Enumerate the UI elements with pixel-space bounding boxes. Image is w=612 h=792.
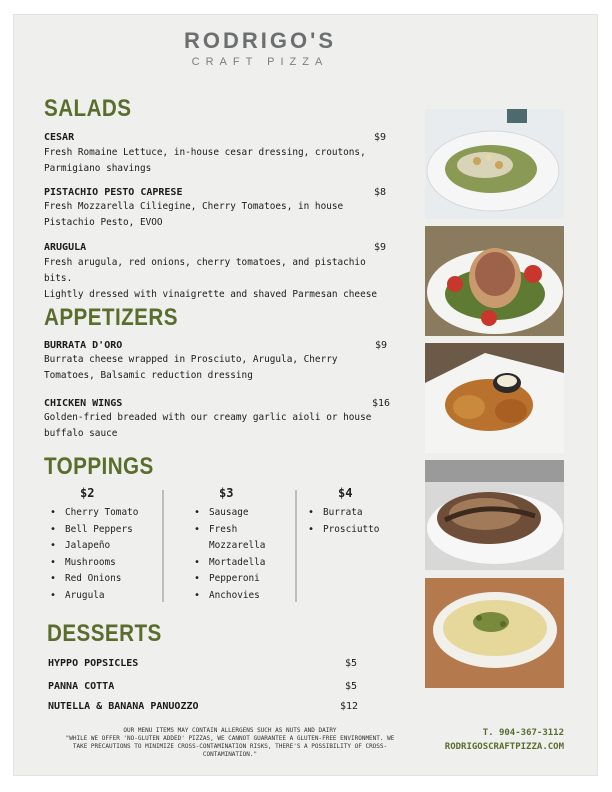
column-divider [295,490,297,602]
topping-item: • Pepperoni [194,571,265,588]
website-link[interactable]: RODRIGOSCRAFTPIZZA.COM [444,742,564,752]
dessert-price: $5 [345,658,358,669]
topping-item: • Sausage [194,505,265,522]
panna-cotta-photo [425,578,564,688]
dessert-name: PANNA COTTA [48,681,115,692]
salad-price: $9 [374,132,387,143]
desc-line: Fresh Romaine Lettuce, in-house cesar dressing, croutons, [44,147,366,158]
toppings-list-2 [50,505,138,605]
salad-desc [44,145,374,177]
salad-desc [44,255,389,303]
topping-item: • Cherry Tomato [50,505,138,522]
desc-line: Fresh Mozzarella Ciliegine, Cherry Tomatoes, in house [44,201,344,212]
desc-line: Lightly dressed with vinaigrette and shaved Parmesan cheese [44,289,378,300]
phone-number: T. 904-367-3112 [482,728,564,738]
column-divider [162,490,164,602]
desc-line: Burrata cheese wrapped in Prosciuto, Arugula, Cherry [44,354,338,365]
appetizer-desc [44,352,374,384]
appetizer-name: BURRATA D'ORO [44,340,123,351]
salad-name: ARUGULA [44,242,87,253]
topping-item: • Jalapeño [50,538,138,555]
dessert-price: $5 [345,681,358,692]
topping-item [194,522,265,555]
desserts-title: DESSERTS [47,620,162,647]
chicken-wings-photo [425,343,564,453]
desc-line: Fresh arugula, red onions, cherry tomatoes, and pistachio bits. [44,257,366,284]
topping-item-part: Mozzarella [209,540,266,552]
appetizer-name: CHICKEN WINGS [44,398,123,409]
topping-item: • Mortadella [194,555,265,572]
salad-price: $8 [374,187,387,198]
dessert-price: $12 [340,701,359,712]
appetizers-title: APPETIZERS [44,304,178,331]
dessert-name: HYPPO POPSICLES [48,658,139,669]
brand-subtitle: CRAFT PIZZA [191,56,329,68]
toppings-title: TOPPINGS [44,453,154,480]
brand-name: RODRIGO'S [183,28,337,53]
panuozzo-photo [425,460,564,570]
desc-line: Parmigiano shavings [44,163,152,174]
desc-line: Tomatoes, Balsamic reduction dressing [44,370,253,381]
brand-header [50,28,470,68]
topping-item: • Mushrooms [50,555,138,572]
toppings-price-4: $4 [338,486,353,500]
topping-item: • Bell Peppers [50,522,138,539]
salad-name: CESAR [44,132,75,143]
desc-line: Golden-fried breaded with our creamy garlic aioli or house [44,412,372,423]
toppings-list-3 [194,505,265,605]
desc-line: buffalo sauce [44,428,118,439]
salads-title: SALADS [44,95,132,122]
salad-price: $9 [374,242,387,253]
topping-item: • Red Onions [50,571,138,588]
topping-item: • Burrata [308,505,379,522]
appetizer-desc [44,410,374,442]
appetizer-price: $16 [372,398,391,409]
appetizer-price: $9 [375,340,388,351]
topping-item: • Prosciutto [308,522,379,539]
cesar-salad-photo [425,109,564,219]
gluten-disclaimer: "WHILE WE OFFER 'NO-GLUTEN ADDED' PIZZAS, WE CANNOT GUARANTEE A GLUTEN-FREE ENVIRONMENT. WE TAKE PRECAUTIONS TO MINIMIZE CROSS-CONTAMINATION RISKS, THERE'S A POSSIBILITY OF CROSS-CONTAMINATION." [65,735,395,758]
dessert-name: NUTELLA & BANANA PANUOZZO [48,701,199,712]
salad-name: PISTACHIO PESTO CAPRESE [44,187,183,198]
toppings-list-4 [308,505,379,538]
allergen-note [60,727,400,759]
toppings-price-3: $3 [219,486,234,500]
allergen-line: OUR MENU ITEMS MAY CONTAIN ALLERGENS SUCH AS NUTS AND DAIRY [123,727,337,734]
topping-item: • Anchovies [194,588,265,605]
toppings-price-2: $2 [80,486,95,500]
topping-item-part: Fresh [209,523,238,535]
burrata-photo [425,226,564,336]
topping-item: • Arugula [50,588,138,605]
desc-line: Pistachio Pesto, EVOO [44,217,163,228]
salad-desc [44,199,374,231]
